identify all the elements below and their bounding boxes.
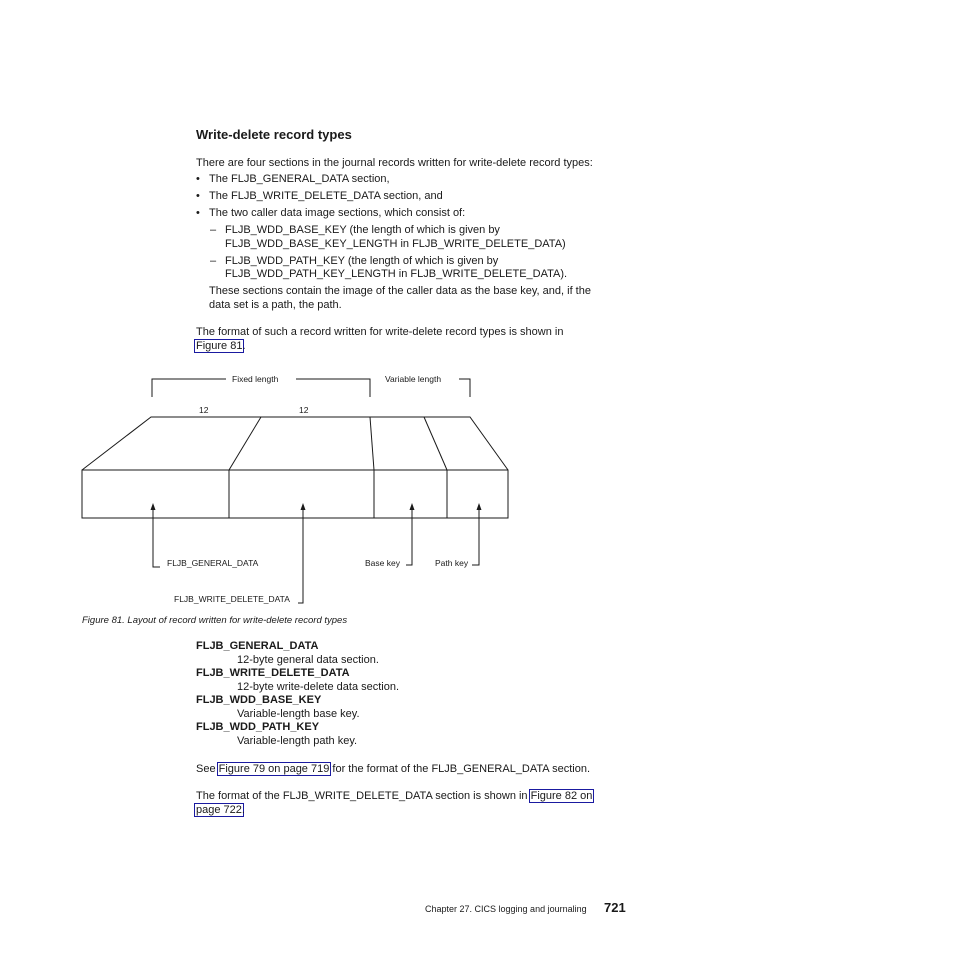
- format-paragraph: The format of such a record written for write-delete record types is shown in: [196, 326, 564, 338]
- subitem-line: FLJB_WDD_PATH_KEY_LENGTH in FLJB_WRITE_DELETE_DATA).: [225, 268, 568, 280]
- definition-term: FLJB_WDD_BASE_KEY: [196, 694, 322, 706]
- divider-top: [424, 417, 447, 470]
- figure-81-link[interactable]: Figure 81: [196, 340, 243, 352]
- see-text-after: for the format of the FLJB_GENERAL_DATA section.: [332, 763, 590, 775]
- record-top-edge: [82, 417, 508, 470]
- final-paragraph: [196, 789, 592, 803]
- subitem-line: FLJB_WDD_BASE_KEY (the length of which is given by: [225, 224, 500, 236]
- definition-desc: Variable-length path key.: [237, 735, 358, 747]
- period: .: [241, 804, 245, 816]
- see-text: See: [196, 763, 216, 775]
- definition-term: FLJB_GENERAL_DATA: [196, 640, 319, 652]
- figure-82-link[interactable]: Figure 82 on: [530, 790, 593, 802]
- section-heading: Write-delete record types: [196, 127, 352, 142]
- intro-paragraph: There are four sections in the journal records written for write-delete record types:: [196, 157, 593, 169]
- note-line: These sections contain the image of the caller data as the base key, and, if the: [209, 285, 591, 297]
- bullet-item: The FLJB_GENERAL_DATA section,: [209, 173, 390, 185]
- length-label-general: 12: [199, 405, 209, 415]
- fixed-length-bracket-right: [296, 379, 370, 397]
- see-paragraph: [196, 762, 590, 776]
- fixed-length-label: Fixed length: [232, 374, 279, 384]
- path-key-pointer: [472, 507, 479, 565]
- base-key-label: Base key: [365, 558, 400, 568]
- general-data-label: FLJB_GENERAL_DATA: [167, 558, 259, 568]
- final-paragraph-line2: [196, 803, 245, 817]
- bullet-item: The two caller data image sections, which consist of:: [209, 207, 466, 219]
- write-delete-data-label: FLJB_WRITE_DELETE_DATA: [174, 594, 290, 604]
- subitem-line: FLJB_WDD_BASE_KEY_LENGTH in FLJB_WRITE_DELETE_DATA): [225, 238, 566, 250]
- dash-glyph: –: [210, 224, 217, 236]
- subitem-line: FLJB_WDD_PATH_KEY (the length of which is given by: [225, 255, 499, 267]
- write-delete-pointer: [298, 507, 303, 603]
- bullet-glyph: •: [196, 190, 200, 202]
- general-pointer: [153, 507, 160, 567]
- divider-top: [370, 417, 374, 470]
- length-label-write-delete: 12: [299, 405, 309, 415]
- definition-desc: 12-byte write-delete data section.: [237, 681, 400, 693]
- arrow-head-icon: [477, 503, 482, 510]
- bullet-item: The FLJB_WRITE_DELETE_DATA section, and: [209, 190, 443, 202]
- dash-glyph: –: [210, 255, 217, 267]
- figure-79-link[interactable]: Figure 79 on page 719: [218, 763, 330, 775]
- arrow-head-icon: [410, 503, 415, 510]
- divider-top: [229, 417, 261, 470]
- page-722-link[interactable]: page 722: [196, 804, 242, 816]
- fixed-length-bracket-left: [152, 379, 226, 397]
- path-key-label: Path key: [435, 558, 469, 568]
- definition-term: FLJB_WDD_PATH_KEY: [196, 721, 320, 733]
- definition-term: FLJB_WRITE_DELETE_DATA: [196, 667, 350, 679]
- final-text: The format of the FLJB_WRITE_DELETE_DATA section is shown in: [196, 790, 528, 802]
- definition-desc: 12-byte general data section.: [237, 654, 379, 666]
- period: .: [242, 340, 246, 352]
- arrow-head-icon: [301, 503, 306, 510]
- note-line: data set is a path, the path.: [209, 299, 342, 311]
- definition-desc: Variable-length base key.: [237, 708, 360, 720]
- bullet-glyph: •: [196, 173, 200, 185]
- page-number: 721: [604, 900, 626, 915]
- record-box: [82, 470, 508, 518]
- base-key-pointer: [406, 507, 412, 565]
- variable-length-bracket-right: [459, 379, 470, 397]
- footer-chapter: Chapter 27. CICS logging and journaling: [425, 904, 587, 914]
- arrow-head-icon: [151, 503, 156, 510]
- bullet-glyph: •: [196, 207, 200, 219]
- figure-caption: Figure 81. Layout of record written for write-delete record types: [82, 615, 348, 626]
- variable-length-label: Variable length: [385, 374, 442, 384]
